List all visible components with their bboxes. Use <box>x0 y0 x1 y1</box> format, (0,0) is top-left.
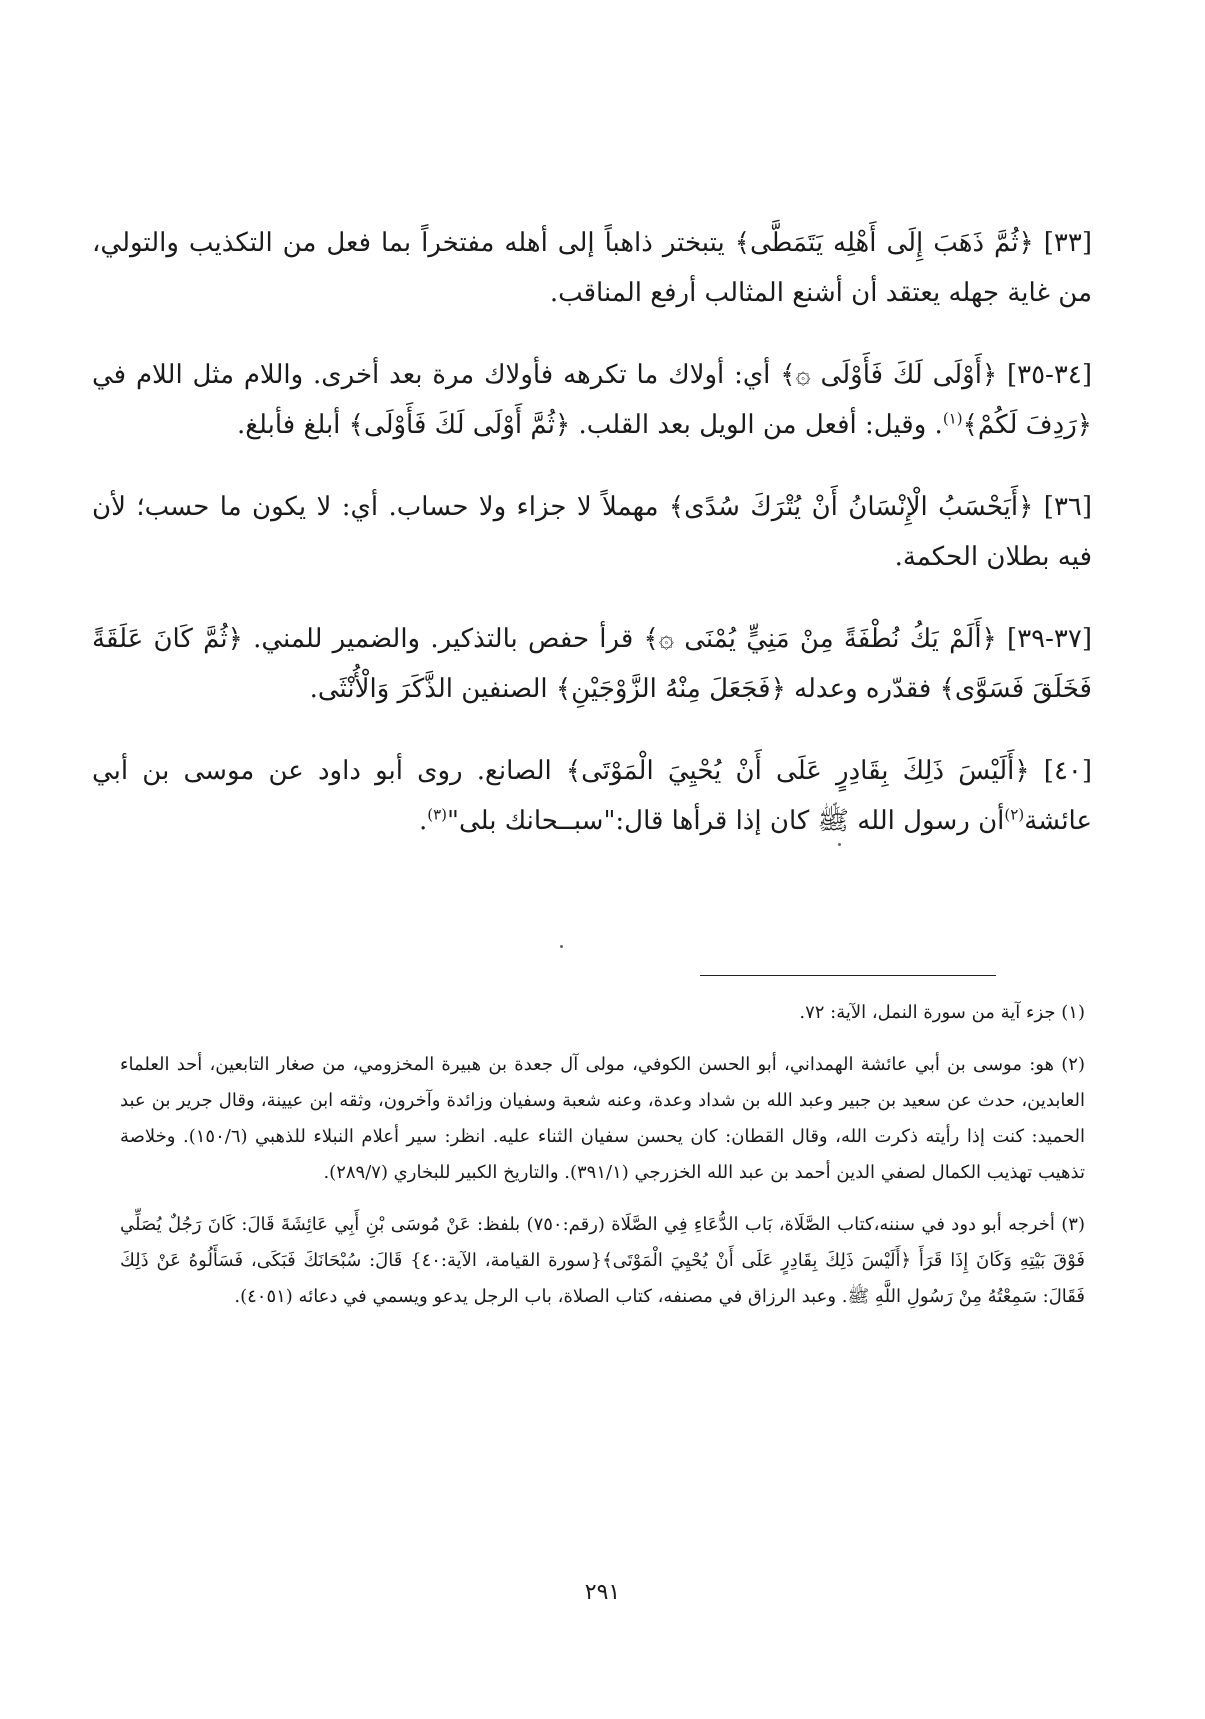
footnote-2 <box>120 1047 1085 1191</box>
quran-quote: ﴿أَلَيْسَ ذَلِكَ بِقَادِرٍ عَلَى أَنْ يُحْيِيَ الْمَوْتَى﴾ <box>565 756 1030 786</box>
footnote-3 <box>120 1207 1085 1315</box>
commentary-text: يتبختر ذاهباً إلى أهله مفتخراً بما فعل من التكذيب والتولي، من غاية جهله يعتقد أن أشنع المثالب أرفع المناقب. <box>92 228 1092 308</box>
footnote-ref-1: (١) <box>942 409 963 428</box>
footnote-divider <box>700 975 996 976</box>
quran-quote: ﴿أَيَحْسَبُ الْإِنْسَانُ أَنْ يُتْرَكَ سُدًى﴾ <box>668 492 1034 522</box>
commentary-text-end: . <box>418 806 428 836</box>
verse-block-34-35 <box>92 350 1092 450</box>
quran-quote: ﴿ثُمَّ ذَهَبَ إِلَى أَهْلِه يَتَمَطَّى﴾ <box>734 228 1034 258</box>
verse-number: [٤٠] <box>1043 756 1093 786</box>
verse-block-37-39 <box>92 614 1092 714</box>
verse-number: [٣٤-٣٥] <box>1007 360 1092 390</box>
verse-block-36 <box>92 482 1092 582</box>
verse-number: [٣٦] <box>1043 492 1093 522</box>
commentary-text-cont: . وقيل: أفعل من الويل بعد القلب. ﴿ثُمَّ أَوْلَى لَكَ فَأَوْلَى﴾ أبلغ فأبلغ. <box>236 410 943 440</box>
verse-block-33 <box>92 218 1092 318</box>
footnote-ref-3: (٣) <box>427 805 447 824</box>
footnotes <box>120 995 1085 1331</box>
quran-quote: ﴿أَوْلَى لَكَ فَأَوْلَى ۞﴾ <box>780 360 998 390</box>
commentary-text-cont: أن رسول الله ﷺ كان إذا قرأها قال:"سبــحانك بلى" <box>447 806 1005 836</box>
footnote-text: (٣) أخرجه أبو دود في سننه،كتاب الصَّلَاة، بَاب الدُّعَاءِ فِي الصَّلَاة (رقم:٧٥٠) بلفظ: عَنْ مُوسَى بْنِ أَبِي عَائِشَةَ قَالَ: كَانَ رَجُلٌ يُصَلِّي فَوْقَ بَيْتِهِ وَكَانَ إِذَا قَرَأَ ﴿أَلَيْسَ ذَلِكَ بِقَادِرٍ عَلَى أَنْ يُحْيِيَ الْمَوْتَى﴾{سورة القيامة، الآية:٤٠} قَالَ: سُبْحَانَكَ فَبَكَى، فَسَأَلُوهُ عَنْ ذَلِكَ فَقَالَ: سَمِعْتُهُ مِنْ رَسُولِ اللَّهِ ﷺ. وعبد الرزاق في مصنفه، كتاب الصلاة، باب الرجل يدعو ويسمي في دعائه (٤٠٥١). <box>120 1214 1085 1307</box>
footnote-1 <box>120 995 1085 1031</box>
commentary-text: أي: أولاك ما تكرهه فأولاك مرة بعد أخرى. واللام مثل اللام في ﴿رَدِفَ لَكُمْ﴾ <box>92 360 1092 440</box>
footnote-text: (١) جزء آية من سورة النمل، الآية: ٧٢. <box>799 1002 1085 1023</box>
scan-speck <box>560 945 563 948</box>
commentary-text: الصانع. روى أبو داود عن موسى بن أبي عائشة <box>92 756 1092 836</box>
main-text <box>92 218 1092 846</box>
footnote-ref-2: (٢) <box>1004 805 1025 824</box>
commentary-text: مهملاً لا جزاء ولا حساب. أي: لا يكون ما حسب؛ لأن فيه بطلان الحكمة. <box>92 492 1092 572</box>
page-number: ٢٩١ <box>584 1580 621 1605</box>
scan-speck <box>838 843 841 846</box>
verse-number: [٣٧-٣٩] <box>1007 624 1093 654</box>
commentary-text: قرأ حفص بالتذكير. والضمير للمني. ﴿ثُمَّ كَانَ عَلَقَةً فَخَلَقَ فَسَوَّى﴾ فقدّره وعدله ﴿فَجَعَلَ مِنْهُ الزَّوْجَيْنِ﴾ الصنفين الذَّكَرَ وَالْأُنْثَى. <box>92 624 1092 704</box>
footnote-text: (٢) هو: موسى بن أبي عائشة الهمداني، أبو الحسن الكوفي، مولى آل جعدة بن هبيرة المخزومي، من صغار التابعين، أحد العلماء العابدين، حدث عن سعيد بن جبير وعبد الله بن شداد وعدة، وعنه شعبة وسفيان وزائدة وآخرون، وثقه ابن عيينة، وقال جرير بن عبد الحميد: كنت إذا رأيته ذكرت الله، وقال القطان: كان يحسن سفيان الثناء عليه. انظر: سير أعلام النبلاء للذهبي (١٥٠/٦). وخلاصة تذهيب تهذيب الكمال لصفي الدين أحمد بن عبد الله الخزرجي (٣٩١/١). والتاريخ الكبير للبخاري (٢٨٩/٧). <box>120 1054 1085 1183</box>
verse-block-40 <box>92 746 1092 846</box>
verse-number: [٣٣] <box>1043 228 1093 258</box>
quran-quote: ﴿أَلَمْ يَكُ نُطْفَةً مِنْ مَنِيٍّ يُمْنَى ۞﴾ <box>643 624 997 654</box>
